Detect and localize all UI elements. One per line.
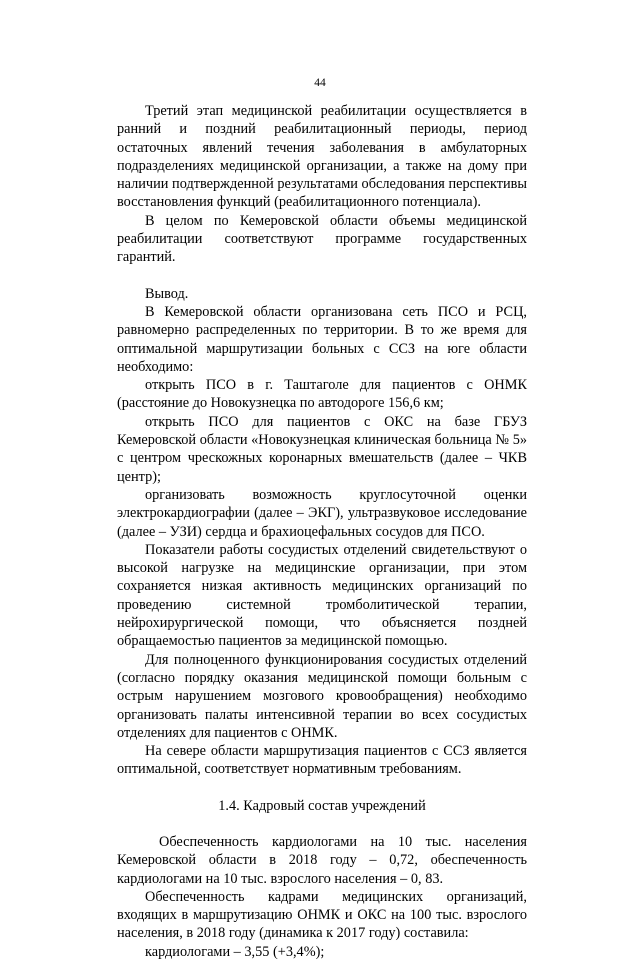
page-number: 44 bbox=[314, 77, 326, 89]
spacer bbox=[117, 267, 527, 285]
paragraph-cardiologist-coverage: Обеспеченность кардиологами на 10 тыс. населения Кемеровской области в 2018 году – 0,72, обеспеченность кардиологами на 10 тыс. взрослого населения – 0, 83. bbox=[117, 833, 527, 887]
document-body bbox=[117, 102, 527, 961]
paragraph-rehab-volumes: В целом по Кемеровской области объемы медицинской реабилитации соответствуют программе государственных гарантий. bbox=[117, 212, 527, 266]
paragraph-intensive-care: Для полноценного функционирования сосудистых отделений (согласно порядку оказания медицинской помощи больным с острым нарушением мозгового кровообращения) необходимо организовать палаты интенсивной терапии во всех сосудистых отделениях для пациентов с ОНМК. bbox=[117, 651, 527, 741]
paragraph-cardiologists-value: кардиологами – 3,55 (+3,4%); bbox=[145, 943, 325, 960]
paragraph-network-pso-rsc: В Кемеровской области организована сеть ПСО и РСЦ, равномерно распределенных по территории. В то же время для оптимальной маршрутизации больных с ССЗ на юге области необходимо: bbox=[117, 303, 527, 375]
paragraph-open-pso-tashtagol: открыть ПСО в г. Таштаголе для пациентов с ОНМК (расстояние до Новокузнецка по автодороге 156,6 км; bbox=[117, 377, 527, 412]
spacer bbox=[117, 779, 527, 797]
paragraph-open-pso-oks: открыть ПСО для пациентов с ОКС на базе ГБУЗ Кемеровской области «Новокузнецкая клиническая больница № 5» с центром чрескожных коронарных вмешательств (далее – ЧКВ центр); bbox=[117, 413, 527, 485]
paragraph-vascular-load: Показатели работы сосудистых отделений свидетельствуют о высокой нагрузке на медицинские организации, при этом сохраняется низкая активность медицинских организаций по проведению системной тромболитической терапии, нейрохирургической помощи, что объясняется поздней обращаемостью пациентов за медицинской помощью. bbox=[117, 541, 527, 650]
paragraph-staffing-routing: Обеспеченность кадрами медицинских организаций, входящих в маршрутизацию ОНМК и ОКС на 100 тыс. взрослого населения, в 2018 году (динамика к 2017 году) составила: bbox=[117, 888, 527, 942]
section-heading: 1.4. Кадровый состав учреждений bbox=[218, 797, 426, 814]
spacer bbox=[117, 815, 527, 833]
paragraph-north-routing: На севере области маршрутизация пациентов с ССЗ является оптимальной, соответствует нормативным требованиям. bbox=[117, 743, 527, 778]
paragraph-rehab-stage-three: Третий этап медицинской реабилитации осуществляется в ранний и поздний реабилитационный периоды, период остаточных явлений течения заболевания в амбулаторных подразделениях медицинской организации, а также на дому при наличии подтвержденной результатами обследования перспективы восстановления функций (реабилитационного потенциала). bbox=[117, 103, 527, 211]
paragraph-ecg-assessment: организовать возможность круглосуточной оценки электрокардиографии (далее – ЭКГ), ультразвуковое исследование (далее – УЗИ) сердца и брахиоцефальных сосудов для ПСО. bbox=[117, 486, 527, 540]
paragraph-conclusion-label: Вывод. bbox=[145, 285, 189, 302]
